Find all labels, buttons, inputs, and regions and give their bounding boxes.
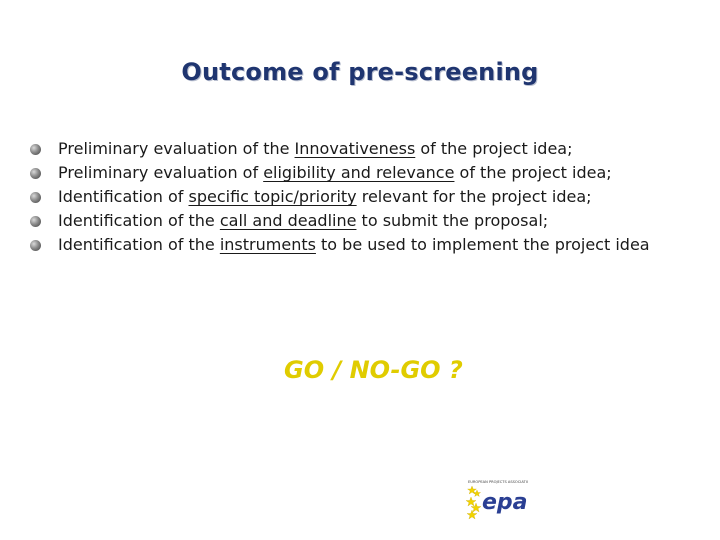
bullet-text: of the project idea; (454, 163, 612, 182)
go-no-go-question: GO / NO-GO ? (284, 356, 463, 384)
bullet-icon (30, 240, 41, 251)
bullet-keyword: eligibility and relevance (263, 163, 455, 182)
slide-title: Outcome of pre-screening (181, 58, 539, 86)
star-icon (466, 486, 481, 519)
bullet-text: to submit the proposal; (356, 211, 549, 230)
bullet-keyword: specific topic/priority (188, 187, 357, 206)
bullet-icon (30, 216, 41, 227)
bullet-text: Identification of (58, 187, 189, 206)
bullet-icon (30, 168, 41, 179)
bullet-item (30, 187, 670, 207)
bullet-item (30, 235, 670, 255)
bullet-text: of the project idea; (415, 139, 573, 158)
bullet-icon (30, 144, 41, 155)
bullet-text: Preliminary evaluation of (58, 163, 264, 182)
bullet-item (30, 139, 670, 159)
bullet-keyword: instruments (219, 235, 316, 254)
bullet-text: Identification of the (58, 211, 220, 230)
bullet-text: relevant for the project idea; (356, 187, 592, 206)
bullet-item (30, 163, 670, 183)
bullet-text: Preliminary evaluation of the (58, 139, 295, 158)
logo-wordmark: epa (482, 490, 528, 515)
bullet-text: Identification of the (58, 235, 220, 254)
bullet-item (30, 211, 670, 231)
bullet-keyword: call and deadline (219, 211, 357, 230)
bullet-text: to be used to implement the project idea (315, 235, 650, 254)
bullet-icon (30, 192, 41, 203)
logo-caption: EUROPEAN PROJECTS ASSOCIATION (468, 480, 528, 484)
epa-logo (466, 478, 528, 526)
epa-logo-graphic (466, 478, 528, 526)
bullet-list (30, 139, 670, 259)
go-no-go-container (0, 356, 720, 390)
bullet-keyword: Innovativeness (294, 139, 416, 158)
